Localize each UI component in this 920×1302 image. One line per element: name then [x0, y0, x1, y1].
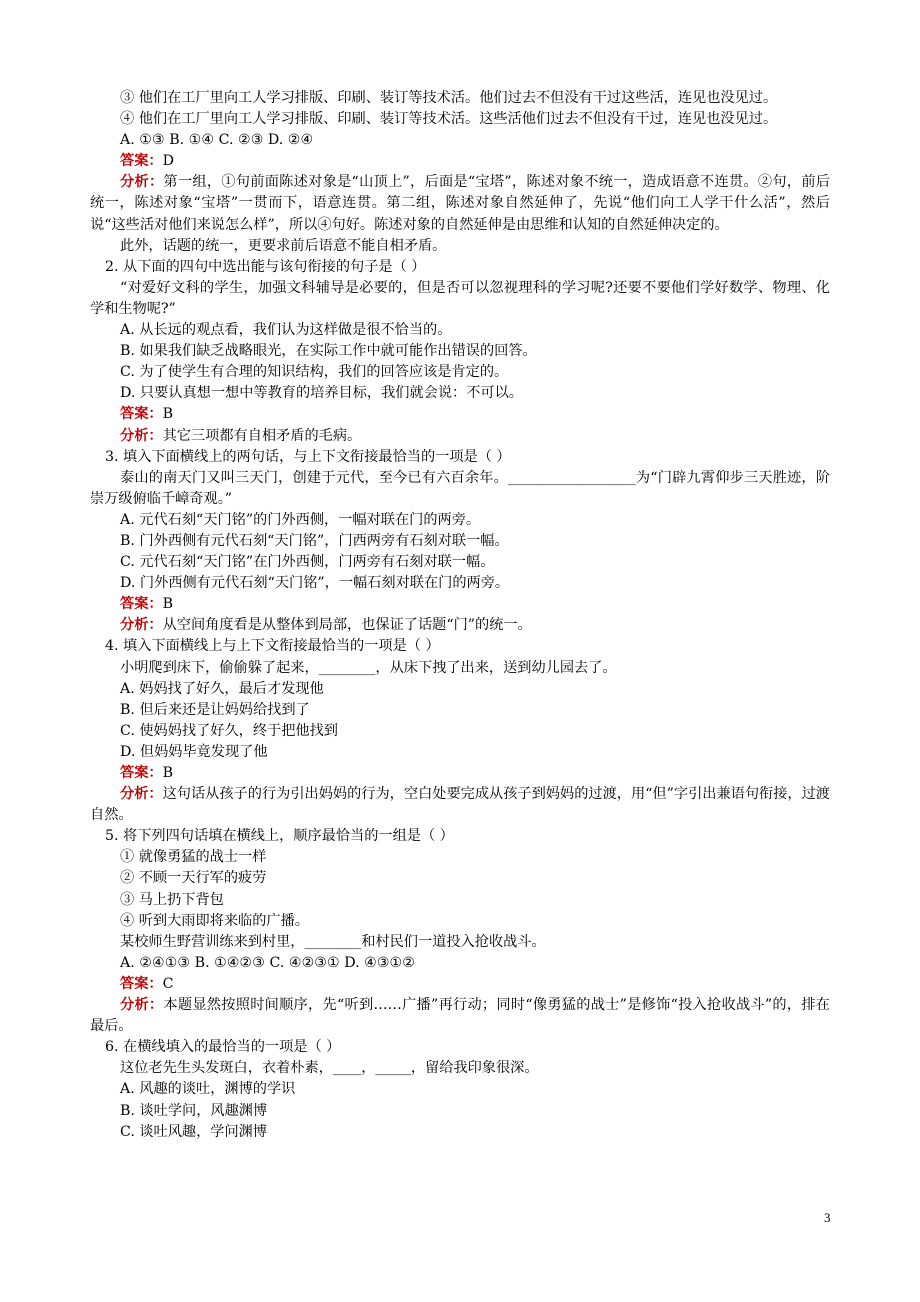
analysis-label: 分析： — [120, 617, 163, 634]
q5-item-4: ④ 听到大雨即将来临的广播。 — [120, 912, 309, 929]
answer-label: 答案： — [120, 765, 163, 781]
q3-option-b: B. 门外西侧有元代石刻“天门铭”，门西两旁有石刻对联一幅。 — [120, 532, 509, 549]
q4-analysis — [90, 784, 830, 826]
q1-note: 此外，话题的统一，更要求前后语意不能自相矛盾。 — [120, 237, 447, 254]
q5-analysis — [90, 995, 830, 1037]
q6-stem: 6. 在横线填入的最恰当的一项是（ ） — [105, 1039, 341, 1056]
q5-passage: 某校师生野营训练来到村里，________和村民们一道投入抢收战斗。 — [120, 933, 546, 950]
q3-answer — [90, 594, 830, 615]
q1-analysis — [90, 172, 830, 235]
page-content — [90, 88, 830, 1143]
page-number: 3 — [824, 1210, 831, 1225]
analysis-label: 分析： — [120, 786, 163, 803]
q4-stem: 4. 填入下面横线上与上下文衔接最恰当的一项是（ ） — [105, 638, 440, 655]
analysis-label: 分析： — [120, 427, 163, 444]
q4-answer — [90, 763, 830, 784]
q2-quote: “对爱好文科的学生，加强文科辅导是必要的，但是否可以忽视理科的学习呢?还要不要他们学好数学、物理、化学和生物呢?” — [90, 279, 830, 317]
q4-passage: 小明爬到床下，偷偷躲了起来，________，从床下拽了出来，送到幼儿园去了。 — [120, 659, 617, 676]
analysis-text: 本题显然按照时间顺序，先“听到……广播”再行动；同时“像勇猛的战士”是修饰“投入抢收战斗”的，排在最后。 — [90, 997, 830, 1035]
q6-option-b: B. 谈吐学问，风趣渊博 — [120, 1102, 268, 1119]
q6-option-c: C. 谈吐风趣，学问渊博 — [120, 1123, 268, 1140]
answer-value: B — [162, 765, 174, 781]
q5-choices: A. ②④①③ B. ①④②③ C. ④②③① D. ④③①② — [120, 954, 415, 971]
q4-option-b: B. 但后来还是让妈妈给找到了 — [120, 701, 310, 718]
q1-option-4: ④ 他们在工厂里向工人学习排版、印刷、装订等技术活。这些活他们过去不但没有干过，连见也没见过。 — [120, 111, 778, 128]
q6-option-a: A. 风趣的谈吐，渊博的学识 — [120, 1081, 296, 1098]
q3-option-d: D. 门外西侧有元代石刻“天门铭”，一幅石刻对联在门的两旁。 — [120, 575, 510, 592]
answer-value: C — [162, 975, 174, 992]
answer-value: B — [162, 406, 174, 423]
answer-label: 答案： — [120, 153, 163, 170]
answer-label: 答案： — [120, 406, 163, 423]
answer-value: B — [162, 596, 174, 613]
q1-answer — [90, 151, 830, 172]
analysis-label: 分析： — [120, 174, 164, 191]
q5-item-2: ② 不顾一天行军的疲劳 — [120, 870, 267, 887]
q2-option-a: A. 从长远的观点看，我们认为这样做是很不恰当的。 — [120, 322, 452, 339]
answer-label: 答案： — [120, 596, 163, 613]
q2-analysis — [90, 426, 830, 447]
analysis-text: 其它三项都有自相矛盾的毛病。 — [162, 427, 362, 444]
analysis-text: 这句话从孩子的行为引出妈妈的行为，空白处要完成从孩子到妈妈的过渡，用“但”字引出兼语句衔接，过渡自然。 — [90, 786, 830, 824]
q3-passage: 泰山的南天门又叫三天门，创建于元代，至今已有六百余年。__________________为“门辟九霄仰步三天胜迹，阶崇万级俯临千嶂奇观。” — [90, 469, 830, 507]
q5-answer — [90, 974, 830, 995]
q5-item-3: ③ 马上扔下背包 — [120, 891, 224, 908]
q3-option-c: C. 元代石刻“天门铭”在门外西侧，门两旁有石刻对联一幅。 — [120, 554, 495, 571]
q3-stem: 3. 填入下面横线上的两句话，与上下文衔接最恰当的一项是（ ） — [105, 448, 511, 465]
q2-option-d: D. 只要认真想一想中等教育的培养目标，我们就会说：不可以。 — [120, 385, 523, 402]
q2-stem: 2. 从下面的四句中选出能与该句衔接的句子是（ ） — [105, 258, 426, 275]
q4-option-c: C. 使妈妈找了好久，终于把他找到 — [120, 722, 338, 739]
q5-item-1: ① 就像勇猛的战士一样 — [120, 849, 267, 866]
q4-option-a: A. 妈妈找了好久，最后才发现他 — [120, 680, 324, 697]
q3-option-a: A. 元代石刻“天门铭”的门外西侧，一幅对联在门的两旁。 — [120, 511, 481, 528]
q6-passage: 这位老先生头发斑白，衣着朴素，____，_____，留给我印象很深。 — [120, 1060, 539, 1077]
q4-option-d: D. 但妈妈毕竟发现了他 — [120, 743, 268, 760]
answer-value: D — [162, 153, 174, 170]
q2-answer — [90, 404, 830, 425]
q3-analysis — [90, 615, 830, 636]
analysis-text: 第一组，①句前面陈述对象是“山顶上”，后面是“宝塔”，陈述对象不统一，造成语意不连贯。②句，前后统一，陈述对象“宝塔”一贯而下，语意连贯。第二组，陈述对象自然延伸了，先说“他们向工人学干什么活”，然后说“这些活对他们来说怎么样”，所以④句好。陈述对象的自然延伸是由思维和认知的自然延伸决定的。 — [90, 174, 830, 233]
q5-stem: 5. 将下列四句话填在横线上，顺序最恰当的一组是（ ） — [105, 828, 454, 845]
q1-choices: A. ①③ B. ①④ C. ②③ D. ②④ — [120, 132, 314, 149]
q1-option-3: ③ 他们在工厂里向工人学习排版、印刷、装订等技术活。他们过去不但没有干过这些活，连见也没见过。 — [120, 90, 778, 106]
q2-option-c: C. 为了使学生有合理的知识结构，我们的回答应该是肯定的。 — [120, 364, 509, 381]
q2-option-b: B. 如果我们缺乏战略眼光，在实际工作中就可能作出错误的回答。 — [120, 343, 537, 360]
analysis-label: 分析： — [120, 997, 164, 1014]
answer-label: 答案： — [120, 975, 163, 992]
analysis-text: 从空间角度看是从整体到局部，也保证了话题“门”的统一。 — [162, 617, 532, 634]
